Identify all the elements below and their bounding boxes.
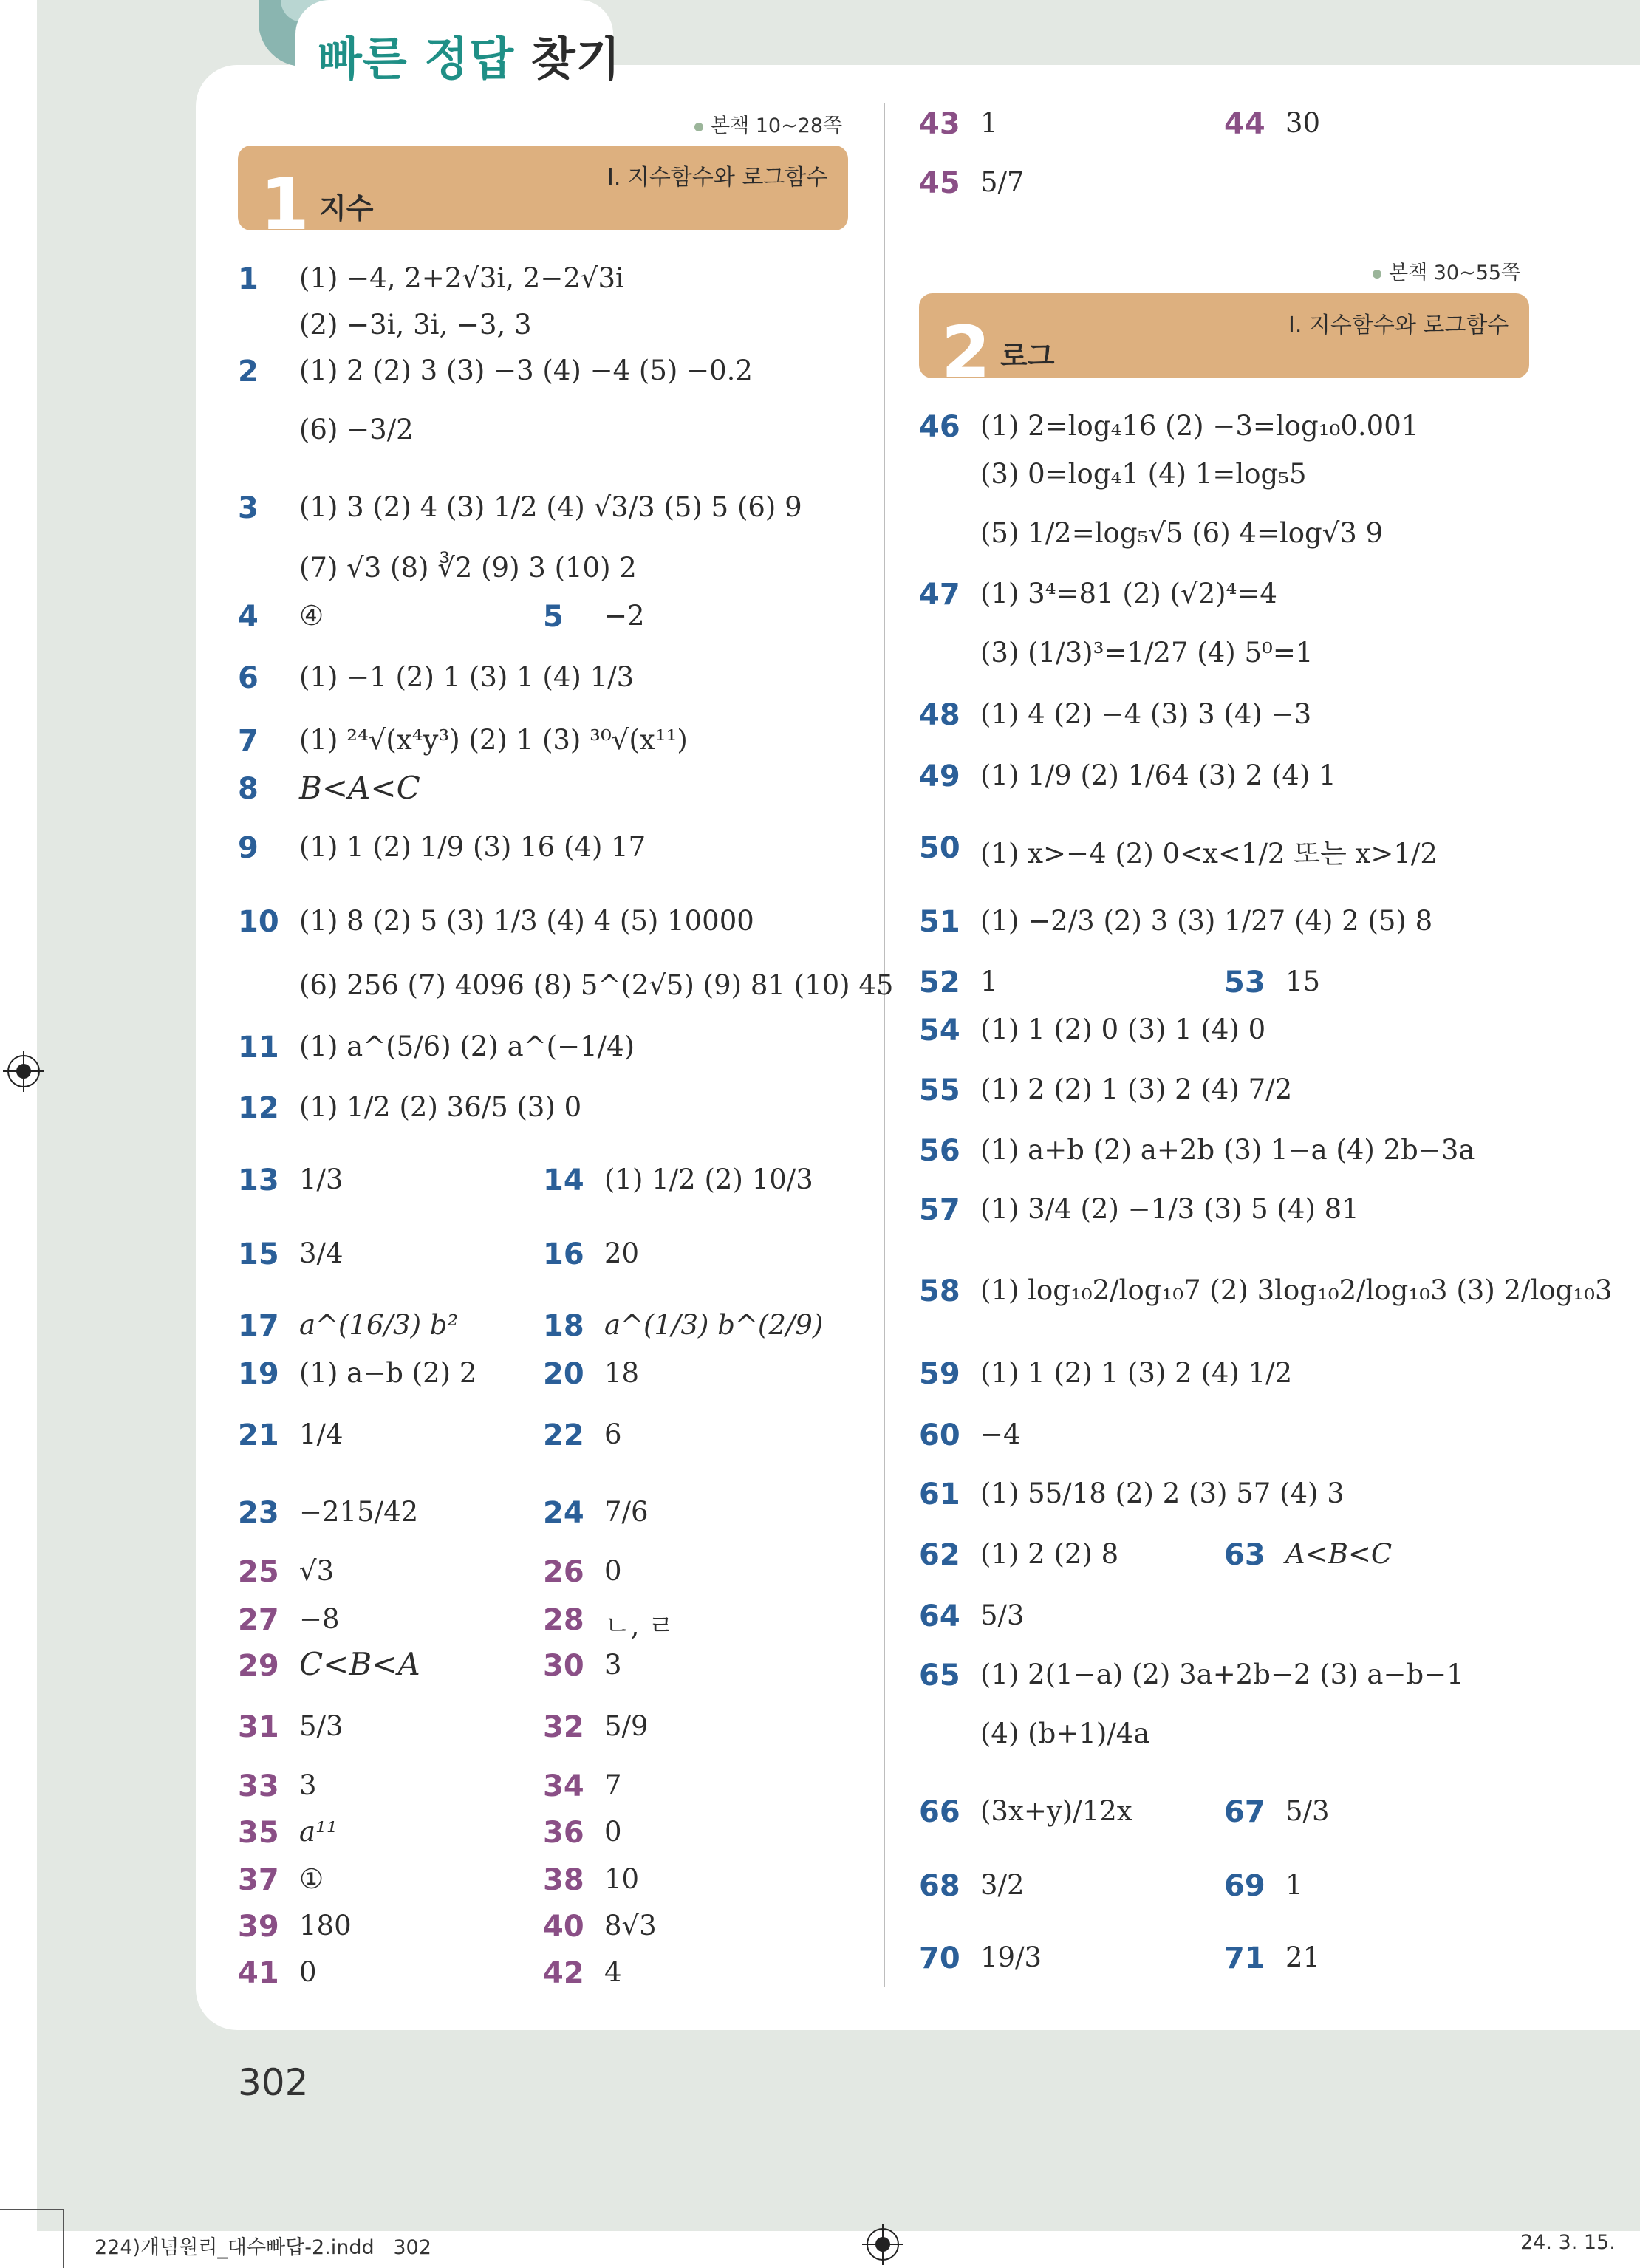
question-number: 33 xyxy=(238,1769,279,1803)
answer-line: 5/3 xyxy=(1285,1795,1330,1827)
answer-line: 0 xyxy=(604,1816,622,1848)
answer-line: 5/3 xyxy=(980,1599,1025,1631)
question-number: 9 xyxy=(238,831,259,865)
answer-line: ㄴ, ㄹ xyxy=(604,1610,675,1642)
question-number: 35 xyxy=(238,1816,279,1850)
answer-line: ④ xyxy=(299,600,324,632)
answer-line: (6) −3/2 xyxy=(299,414,414,445)
answer-line: 1/4 xyxy=(299,1418,344,1450)
answer-line: 180 xyxy=(299,1910,352,1941)
question-number: 32 xyxy=(543,1710,584,1744)
chapter-number: 1 xyxy=(260,163,310,246)
question-number: 8 xyxy=(238,772,259,806)
question-number: 71 xyxy=(1224,1941,1265,1975)
crop-mark xyxy=(0,2209,63,2210)
answer-line: B<A<C xyxy=(299,770,420,806)
registration-mark-icon xyxy=(7,1055,40,1087)
answer-line: (3) 0=log₄1 (4) 1=log₅5 xyxy=(980,458,1307,490)
question-number: 36 xyxy=(543,1816,584,1850)
question-number: 7 xyxy=(238,724,259,758)
question-number: 19 xyxy=(238,1357,279,1391)
question-number: 54 xyxy=(919,1014,960,1048)
answer-line: 19/3 xyxy=(980,1941,1042,1973)
question-number: 3 xyxy=(238,491,259,525)
answer-line: (1) 2 (2) 1 (3) 2 (4) 7/2 xyxy=(980,1073,1293,1105)
question-number: 15 xyxy=(238,1237,279,1271)
question-number: 26 xyxy=(543,1555,584,1589)
answer-line: 5/3 xyxy=(299,1710,344,1742)
question-number: 41 xyxy=(238,1956,279,1990)
answer-line: (7) √3 (8) ∛2 (9) 3 (10) 2 xyxy=(299,552,637,584)
question-number: 10 xyxy=(238,905,279,939)
chapter-number: 2 xyxy=(941,311,991,394)
question-number: 60 xyxy=(919,1418,960,1452)
question-number: 29 xyxy=(238,1649,279,1683)
question-number: 61 xyxy=(919,1478,960,1512)
question-number: 65 xyxy=(919,1659,960,1693)
question-number: 49 xyxy=(919,759,960,793)
answer-line: 6 xyxy=(604,1418,622,1450)
answer-line: (1) 1/9 (2) 1/64 (3) 2 (4) 1 xyxy=(980,759,1336,791)
question-number: 12 xyxy=(238,1091,279,1125)
answer-line: (1) 2(1−a) (2) 3a+2b−2 (3) a−b−1 xyxy=(980,1659,1464,1690)
question-number: 22 xyxy=(543,1418,584,1452)
question-number: 25 xyxy=(238,1555,279,1589)
question-number: 55 xyxy=(919,1073,960,1107)
answer-line: 10 xyxy=(604,1863,640,1895)
answer-line: (1) −1 (2) 1 (3) 1 (4) 1/3 xyxy=(299,661,635,693)
chapter-name: 지수 xyxy=(319,192,374,225)
chapter-banner-1 xyxy=(238,146,848,246)
answer-line: −8 xyxy=(299,1603,340,1635)
answer-line: (1) 2 (2) 8 xyxy=(980,1538,1119,1570)
question-number: 56 xyxy=(919,1134,960,1168)
question-number: 11 xyxy=(238,1031,279,1065)
question-number: 6 xyxy=(238,661,259,695)
question-number: 31 xyxy=(238,1710,279,1744)
answer-line: (3) (1/3)³=1/27 (4) 5⁰=1 xyxy=(980,637,1313,669)
question-number: 44 xyxy=(1224,107,1265,141)
answer-line: 21 xyxy=(1285,1941,1321,1973)
question-number: 30 xyxy=(543,1649,584,1683)
answer-line: 3 xyxy=(604,1649,622,1681)
answer-line: a^(1/3) b^(2/9) xyxy=(604,1309,824,1341)
answer-line: (5) 1/2=log₅√5 (6) 4=log√3 9 xyxy=(980,517,1384,549)
answer-line: 5/9 xyxy=(604,1710,649,1742)
answer-line: 20 xyxy=(604,1237,640,1269)
answer-line: 8√3 xyxy=(604,1910,657,1941)
book-ref-left: 본책 10~28쪽 xyxy=(694,109,842,138)
answer-line: a¹¹ xyxy=(299,1816,338,1848)
answer-line: (1) a+b (2) a+2b (3) 1−a (4) 2b−3a xyxy=(980,1134,1475,1166)
answer-line: (1) 1 (2) 1/9 (3) 16 (4) 17 xyxy=(299,831,646,863)
answer-line: (1) 1/2 (2) 36/5 (3) 0 xyxy=(299,1091,582,1123)
answer-line: 1 xyxy=(980,966,998,997)
question-number: 5 xyxy=(543,600,564,634)
answer-line: (2) −3i, 3i, −3, 3 xyxy=(299,309,532,341)
question-number: 17 xyxy=(238,1309,279,1343)
answer-line: 3 xyxy=(299,1769,317,1801)
question-number: 34 xyxy=(543,1769,584,1803)
answer-line: (1) 1 (2) 0 (3) 1 (4) 0 xyxy=(980,1014,1266,1045)
question-number: 23 xyxy=(238,1496,279,1530)
answer-line: (1) 1 (2) 1 (3) 2 (4) 1/2 xyxy=(980,1357,1293,1389)
answer-line: (1) log₁₀2/log₁₀7 (2) 3log₁₀2/log₁₀3 (3) 2/log₁₀3 xyxy=(980,1274,1613,1306)
answer-line: (1) 2 (2) 3 (3) −3 (4) −4 (5) −0.2 xyxy=(299,355,753,386)
answer-line: 1 xyxy=(980,107,998,139)
answer-line: (1) 4 (2) −4 (3) 3 (4) −3 xyxy=(980,698,1312,730)
answer-line: 5/7 xyxy=(980,166,1025,198)
answer-line: ① xyxy=(299,1863,324,1895)
answer-line: (4) (b+1)/4a xyxy=(980,1718,1150,1749)
answer-line: (1) 2=log₄16 (2) −3=log₁₀0.001 xyxy=(980,410,1419,442)
column-divider xyxy=(884,103,885,1987)
question-number: 48 xyxy=(919,698,960,732)
title-part1: 빠른 정답 xyxy=(318,32,515,86)
answer-line: (1) 3/4 (2) −1/3 (3) 5 (4) 81 xyxy=(980,1193,1359,1225)
answer-line: −4 xyxy=(980,1418,1021,1450)
question-number: 38 xyxy=(543,1863,584,1897)
question-number: 39 xyxy=(238,1910,279,1944)
answer-line: √3 xyxy=(299,1555,335,1587)
question-number: 59 xyxy=(919,1357,960,1391)
footer-date: 24. 3. 15. xyxy=(1520,2231,1616,2254)
question-number: 43 xyxy=(919,107,960,141)
answer-line: (1) a−b (2) 2 xyxy=(299,1357,477,1389)
question-number: 53 xyxy=(1224,966,1265,1000)
question-number: 46 xyxy=(919,410,960,444)
question-number: 42 xyxy=(543,1956,584,1990)
question-number: 70 xyxy=(919,1941,960,1975)
answer-line: 3/4 xyxy=(299,1237,344,1269)
question-number: 13 xyxy=(238,1164,279,1198)
question-number: 57 xyxy=(919,1193,960,1227)
answer-line: 7 xyxy=(604,1769,622,1801)
question-number: 37 xyxy=(238,1863,279,1897)
question-number: 14 xyxy=(543,1164,584,1198)
answer-line: 1/3 xyxy=(299,1164,344,1195)
answer-line: (1) 3⁴=81 (2) (√2)⁴=4 xyxy=(980,578,1277,609)
unit-name: Ⅰ. 지수함수와 로그함수 xyxy=(1288,312,1509,338)
question-number: 18 xyxy=(543,1309,584,1343)
answer-line: 1 xyxy=(1285,1869,1303,1901)
answer-line: (1) −4, 2+2√3i, 2−2√3i xyxy=(299,262,624,294)
question-number: 50 xyxy=(919,831,960,865)
answer-line: (1) x>−4 (2) 0<x<1/2 또는 x>1/2 xyxy=(980,838,1438,870)
answer-line: 30 xyxy=(1285,107,1321,139)
question-number: 63 xyxy=(1224,1538,1265,1572)
footer-file-info: 224)개념원리_대수빠답-2.indd 302 xyxy=(95,2236,431,2259)
crop-mark xyxy=(63,2209,64,2268)
answer-line: 7/6 xyxy=(604,1496,649,1528)
unit-name: Ⅰ. 지수함수와 로그함수 xyxy=(607,165,828,191)
question-number: 2 xyxy=(238,355,259,389)
answer-line: 15 xyxy=(1285,966,1321,997)
answer-line: A<B<C xyxy=(1285,1538,1393,1570)
answer-line: 18 xyxy=(604,1357,640,1389)
question-number: 24 xyxy=(543,1496,584,1530)
answer-line: a^(16/3) b² xyxy=(299,1309,459,1341)
answer-line: (1) 3 (2) 4 (3) 1/2 (4) √3/3 (5) 5 (6) 9 xyxy=(299,491,802,523)
answer-line: (3x+y)/12x xyxy=(980,1795,1132,1827)
question-number: 16 xyxy=(543,1237,584,1271)
question-number: 52 xyxy=(919,966,960,1000)
question-number: 66 xyxy=(919,1795,960,1829)
page-number: 302 xyxy=(238,2061,309,2104)
question-number: 58 xyxy=(919,1274,960,1308)
book-ref-right: 본책 30~55쪽 xyxy=(1373,256,1520,285)
answer-line: −215/42 xyxy=(299,1496,419,1528)
question-number: 45 xyxy=(919,166,960,200)
answer-line: (1) −2/3 (2) 3 (3) 1/27 (4) 2 (5) 8 xyxy=(980,905,1433,937)
question-number: 64 xyxy=(919,1599,960,1633)
question-number: 40 xyxy=(543,1910,584,1944)
answer-line: (1) ²⁴√(x⁴y³) (2) 1 (3) ³⁰√(x¹¹) xyxy=(299,724,688,756)
answer-line: 0 xyxy=(299,1956,317,1988)
registration-mark-icon xyxy=(867,2228,899,2261)
question-number: 68 xyxy=(919,1869,960,1903)
answer-line: (6) 256 (7) 4096 (8) 5^(2√5) (9) 81 (10) 45 xyxy=(299,969,894,1001)
chapter-banner-2 xyxy=(919,293,1529,394)
page-title xyxy=(318,22,621,88)
answer-line: (1) 8 (2) 5 (3) 1/3 (4) 4 (5) 10000 xyxy=(299,905,754,937)
title-part2: 찾기 xyxy=(530,32,621,86)
question-number: 51 xyxy=(919,905,960,939)
answer-line: 0 xyxy=(604,1555,622,1587)
question-number: 62 xyxy=(919,1538,960,1572)
chapter-name: 로그 xyxy=(1000,340,1055,372)
question-number: 27 xyxy=(238,1603,279,1637)
question-number: 69 xyxy=(1224,1869,1265,1903)
question-number: 47 xyxy=(919,578,960,612)
answer-line: (1) 1/2 (2) 10/3 xyxy=(604,1164,813,1195)
answer-line: −2 xyxy=(604,600,645,632)
answer-line: (1) 55/18 (2) 2 (3) 57 (4) 3 xyxy=(980,1478,1345,1509)
question-number: 21 xyxy=(238,1418,279,1452)
question-number: 20 xyxy=(543,1357,584,1391)
answer-line: 3/2 xyxy=(980,1869,1025,1901)
answer-line: 4 xyxy=(604,1956,622,1988)
question-number: 28 xyxy=(543,1603,584,1637)
question-number: 67 xyxy=(1224,1795,1265,1829)
answer-line: (1) a^(5/6) (2) a^(−1/4) xyxy=(299,1031,635,1062)
question-number: 1 xyxy=(238,262,259,296)
question-number: 4 xyxy=(238,600,259,634)
answer-line: C<B<A xyxy=(299,1646,420,1682)
